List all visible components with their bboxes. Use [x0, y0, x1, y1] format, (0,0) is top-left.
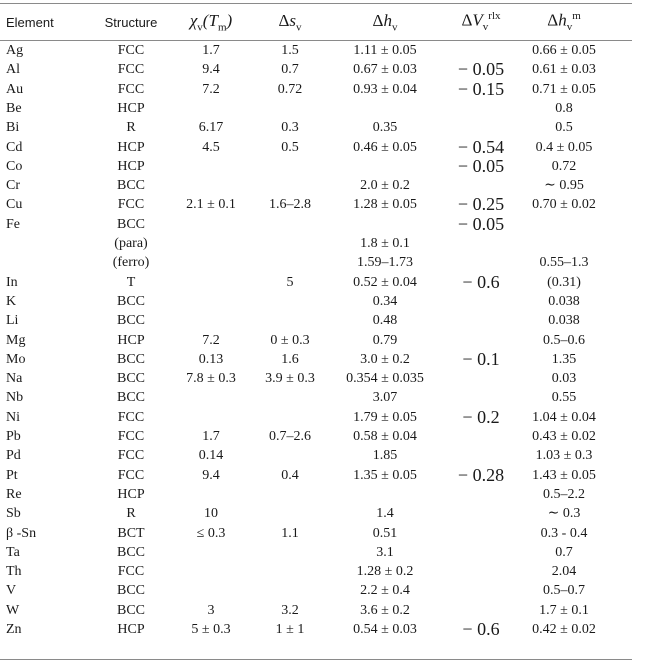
cell-st: BCT [117, 525, 145, 541]
cell-chi [168, 234, 254, 253]
cell-dhm: 0.038 [548, 313, 580, 329]
table-row [0, 60, 632, 79]
cell-el: Pb [6, 429, 21, 444]
table-row [0, 369, 632, 388]
cell-el: Bi [6, 120, 20, 136]
cell-dhm: 2.04 [551, 564, 577, 580]
cell-dhm: 1.03 ± 0.3 [535, 448, 593, 464]
cell-dhm: 0.43 ± 0.02 [532, 429, 596, 444]
cell-dv: − 0.54 [457, 136, 505, 157]
table-row [0, 253, 632, 272]
cell-el: Sb [6, 506, 21, 522]
cell-ds [252, 176, 328, 195]
cell-chi: 2.1 ± 0.1 [186, 197, 236, 213]
cell-el: Th [6, 564, 22, 580]
cell-dh: 0.52 ± 0.04 [353, 274, 417, 290]
cell-dh: 1.35 ± 0.05 [353, 467, 417, 483]
cell-dhm: 0.7 [555, 544, 573, 560]
cell-dh: 1.79 ± 0.05 [353, 409, 417, 425]
table-row [0, 388, 632, 407]
cell-dh: 1.28 ± 0.2 [356, 564, 414, 580]
cell-dh: 3.1 [376, 544, 394, 560]
cell-dh: 1.11 ± 0.05 [353, 43, 417, 58]
cell-dh [330, 485, 440, 504]
cell-dv [440, 388, 522, 407]
cell-dh: 1.59–1.73 [357, 255, 413, 271]
cell-ds [252, 253, 328, 272]
cell-chi: 4.5 [202, 139, 220, 155]
table-row [0, 504, 632, 523]
cell-chi [168, 581, 254, 600]
cell-ds: 0.3 [281, 120, 299, 136]
cell-dh [330, 157, 440, 176]
cell-chi [168, 99, 254, 118]
cell-st: BCC [116, 178, 145, 194]
table-row [0, 157, 632, 176]
cell-st: BCC [116, 602, 145, 618]
cell-el: In [6, 274, 18, 290]
cell-st: FCC [117, 467, 145, 483]
cell-chi [168, 253, 254, 272]
top-rule [0, 3, 632, 4]
cell-dv: − 0.05 [457, 213, 505, 234]
cell-el: Li [6, 313, 19, 329]
header-dv: $\Delta V_v^{rlx}$ [461, 10, 501, 34]
cell-el: Cr [6, 178, 20, 194]
cell-st: FCC [117, 197, 145, 213]
cell-ds: 0 ± 0.3 [270, 332, 310, 348]
cell-st: FCC [117, 564, 145, 580]
cell-dhm: 0.61 ± 0.03 [532, 62, 596, 78]
cell-st: HCP [117, 486, 145, 502]
cell-dv [440, 485, 522, 504]
cell-dv [440, 311, 522, 330]
cell-ds: 1.5 [281, 43, 299, 58]
cell-dhm: 0.038 [548, 293, 580, 309]
cell-dv: − 0.28 [457, 464, 505, 485]
header-dhm: $\Delta h_v^m$ [547, 10, 581, 34]
cell-dh: 0.354 ± 0.035 [346, 371, 424, 387]
cell-st: BCC [116, 390, 145, 406]
cell-st: HCP [117, 158, 145, 174]
cell-st: R [126, 506, 136, 522]
table-row [0, 524, 632, 543]
cell-st: HCP [117, 332, 145, 348]
cell-chi: 10 [204, 506, 218, 522]
cell-chi: 0.14 [198, 448, 224, 464]
cell-ds: 1 ± 1 [275, 622, 305, 637]
cell-dh: 0.67 ± 0.03 [353, 62, 417, 78]
cell-dv [440, 504, 522, 523]
table-row [0, 273, 632, 292]
table-row [0, 408, 632, 427]
table-row [0, 427, 632, 446]
table-row [0, 601, 632, 620]
cell-st: HCP [117, 100, 145, 116]
cell-chi [168, 562, 254, 581]
cell-st: FCC [117, 43, 145, 58]
cell-dv [440, 427, 522, 446]
cell-dv [440, 99, 522, 118]
cell-chi [168, 408, 254, 427]
table-row [0, 311, 632, 330]
table-row [0, 99, 632, 118]
cell-dv: − 0.2 [462, 406, 500, 427]
cell-st: T [126, 274, 136, 290]
cell-el: K [6, 293, 17, 309]
table-row [0, 466, 632, 485]
cell-dhm: 0.5–0.7 [543, 583, 585, 599]
cell-ds [252, 292, 328, 311]
bottom-rule [0, 659, 632, 660]
cell-el: W [6, 602, 20, 618]
cell-st: FCC [117, 448, 145, 464]
cell-chi: 1.7 [202, 429, 220, 444]
cell-dhm: (0.31) [547, 274, 581, 290]
cell-el: Al [6, 62, 20, 78]
cell-chi [168, 311, 254, 330]
cell-dhm [516, 234, 612, 253]
cell-dh: 0.93 ± 0.04 [353, 81, 417, 97]
cell-el [6, 234, 92, 253]
cell-dh: 0.48 [372, 313, 398, 329]
cell-chi: 7.2 [202, 332, 220, 348]
cell-el: Co [6, 158, 23, 174]
cell-el: Cd [6, 139, 23, 155]
cell-chi: 6.17 [198, 120, 224, 136]
table-row [0, 234, 632, 253]
cell-ds [252, 311, 328, 330]
cell-ds: 0.5 [281, 139, 299, 155]
cell-dhm: 0.5–2.2 [543, 486, 585, 502]
cell-ds: 3.9 ± 0.3 [265, 371, 315, 387]
cell-dhm: 0.8 [555, 100, 573, 116]
cell-dv: − 0.05 [457, 155, 505, 176]
cell-el: Zn [6, 622, 22, 637]
cell-dhm: 0.42 ± 0.02 [532, 622, 596, 637]
cell-chi: 5 ± 0.3 [191, 622, 231, 637]
cell-dv [440, 253, 522, 272]
cell-el: Be [6, 100, 22, 116]
cell-el: Nb [6, 390, 24, 406]
cell-chi: 1.7 [202, 43, 220, 58]
cell-st: FCC [117, 429, 145, 444]
cell-dv [440, 292, 522, 311]
cell-dhm: 0.70 ± 0.02 [532, 197, 596, 213]
cell-ds [252, 446, 328, 465]
cell-chi: 9.4 [202, 62, 220, 78]
cell-el: Ni [6, 409, 20, 425]
cell-dv [440, 562, 522, 581]
cell-dhm: 0.71 ± 0.05 [532, 81, 596, 97]
header-chi: $\chi_v(T_m)$ [189, 10, 233, 34]
cell-dh: 0.51 [372, 525, 398, 541]
cell-st: BCC [116, 371, 145, 387]
cell-dv: − 0.1 [462, 348, 500, 369]
cell-chi [168, 485, 254, 504]
cell-dv: − 0.6 [462, 619, 500, 639]
cell-dh: 2.0 ± 0.2 [360, 178, 410, 194]
cell-st: BCC [116, 583, 145, 599]
cell-ds: 1.6 [281, 351, 299, 367]
cell-el: Au [6, 81, 24, 97]
cell-dh: 0.79 [372, 332, 398, 348]
table-row [0, 543, 632, 562]
cell-st: R [126, 120, 136, 136]
cell-el: Mo [6, 351, 26, 367]
cell-ds: 3.2 [281, 602, 299, 618]
cell-st: BCC [116, 351, 145, 367]
cell-dh: 1.8 ± 0.1 [360, 236, 410, 251]
cell-dh [330, 215, 440, 234]
cell-ds: 0.4 [281, 467, 299, 483]
cell-dv: − 0.05 [457, 59, 505, 80]
cell-st: (ferro) [112, 255, 150, 271]
cell-dv [440, 581, 522, 600]
cell-dhm: 1.7 ± 0.1 [539, 602, 589, 618]
cell-el: V [6, 583, 17, 599]
cell-st: BCC [116, 544, 145, 560]
header-ds: $\Delta s_v$ [278, 10, 302, 34]
cell-dv: − 0.15 [457, 78, 505, 99]
cell-dhm: 0.5 [555, 120, 573, 136]
cell-dhm: ∼ 0.3 [547, 506, 581, 522]
cell-chi: 7.2 [202, 81, 220, 97]
cell-ds [252, 234, 328, 253]
table-row [0, 581, 632, 600]
cell-dh: 3.0 ± 0.2 [360, 351, 410, 367]
cell-dv [440, 446, 522, 465]
table-row [0, 350, 632, 369]
cell-dh: 1.85 [372, 448, 398, 464]
cell-ds: 5 [286, 274, 294, 290]
header-dh: $\Delta h_v$ [372, 10, 398, 34]
cell-el: Na [6, 371, 23, 387]
cell-dhm: 0.03 [551, 371, 577, 387]
cell-dh: 0.54 ± 0.03 [353, 622, 417, 637]
table-row [0, 138, 632, 157]
cell-chi: 0.13 [198, 351, 224, 367]
cell-dhm: 0.66 ± 0.05 [532, 43, 596, 58]
cell-el: Fe [6, 216, 20, 232]
cell-el: Cu [6, 197, 23, 213]
table-row [0, 176, 632, 195]
cell-dh: 0.34 [372, 293, 398, 309]
cell-el: β -Sn [6, 525, 37, 541]
cell-dhm: 1.04 ± 0.04 [532, 409, 596, 425]
table-row [0, 80, 632, 99]
cell-dv [440, 524, 522, 543]
cell-dv: − 0.25 [457, 194, 505, 215]
cell-el [6, 253, 92, 272]
cell-dv [440, 543, 522, 562]
cell-dv [440, 234, 522, 253]
cell-chi: 9.4 [202, 467, 220, 483]
cell-ds [252, 485, 328, 504]
table-row [0, 620, 632, 639]
cell-chi [168, 388, 254, 407]
cell-st: BCC [116, 313, 145, 329]
cell-dv [440, 601, 522, 620]
cell-ds [252, 562, 328, 581]
cell-chi: 3 [207, 602, 215, 618]
cell-dh: 3.6 ± 0.2 [360, 602, 410, 618]
cell-ds: 0.7–2.6 [269, 429, 311, 444]
cell-el: Ta [6, 544, 20, 560]
cell-ds: 1.6–2.8 [269, 197, 311, 213]
cell-dhm: 0.55–1.3 [539, 255, 589, 271]
table-row [0, 485, 632, 504]
cell-dhm: 0.4 ± 0.05 [535, 139, 593, 155]
cell-st: FCC [117, 62, 145, 78]
cell-ds [252, 504, 328, 523]
cell-dh [330, 99, 440, 118]
cell-chi [168, 273, 254, 292]
cell-dhm: 1.35 [551, 351, 577, 367]
cell-dh: 3.07 [372, 390, 398, 406]
cell-dhm: 0.3 - 0.4 [540, 525, 588, 541]
table-row [0, 41, 632, 60]
cell-st: HCP [117, 139, 145, 155]
cell-ds: 1.1 [281, 525, 299, 541]
cell-chi [168, 292, 254, 311]
cell-ds: 0.7 [281, 62, 299, 78]
cell-dhm: 1.43 ± 0.05 [532, 467, 596, 483]
cell-chi [168, 215, 254, 234]
cell-dv [440, 369, 522, 388]
cell-st: (para) [114, 236, 148, 251]
cell-chi: 7.8 ± 0.3 [186, 371, 236, 387]
cell-chi [168, 176, 254, 195]
cell-dh: 0.46 ± 0.05 [353, 139, 417, 155]
cell-el: Pt [6, 467, 18, 483]
cell-dv [440, 331, 522, 350]
cell-ds [252, 99, 328, 118]
cell-el: Ag [6, 43, 24, 58]
cell-dv [440, 176, 522, 195]
cell-dhm: 0.55 [551, 390, 577, 406]
table-row [0, 292, 632, 311]
cell-ds [252, 543, 328, 562]
cell-dv: − 0.6 [462, 271, 500, 292]
cell-st: BCC [116, 216, 145, 232]
table-row [0, 446, 632, 465]
cell-dh: 2.2 ± 0.4 [360, 583, 410, 599]
table-row [0, 195, 632, 214]
cell-chi [168, 543, 254, 562]
cell-dh: 1.4 [376, 506, 394, 522]
cell-ds [252, 388, 328, 407]
cell-ds [252, 408, 328, 427]
cell-dhm: ∼ 0.95 [544, 178, 584, 194]
cell-dh: 0.35 [372, 120, 398, 136]
cell-dhm: 0.72 [551, 158, 577, 174]
header-element: Element [6, 14, 54, 30]
cell-dhm: 0.5–0.6 [543, 332, 585, 348]
cell-dv [440, 41, 522, 60]
cell-ds: 0.72 [277, 81, 303, 97]
table-row [0, 562, 632, 581]
cell-el: Pd [6, 448, 21, 464]
cell-ds [252, 215, 328, 234]
table-row [0, 118, 632, 137]
cell-dhm [516, 215, 612, 234]
cell-chi: ≤ 0.3 [196, 525, 226, 541]
cell-st: BCC [116, 293, 145, 309]
cell-el: Mg [6, 332, 26, 348]
cell-dh: 1.28 ± 0.05 [353, 197, 417, 213]
table-row [0, 331, 632, 350]
cell-dv [440, 118, 522, 137]
cell-st: FCC [117, 409, 145, 425]
cell-ds [252, 581, 328, 600]
cell-st: FCC [117, 81, 145, 97]
cell-chi [168, 157, 254, 176]
cell-ds [252, 157, 328, 176]
table-row [0, 215, 632, 234]
cell-el: Re [6, 486, 22, 502]
cell-dh: 0.58 ± 0.04 [353, 429, 417, 444]
header-structure: Structure [104, 14, 158, 30]
cell-st: HCP [117, 622, 145, 637]
